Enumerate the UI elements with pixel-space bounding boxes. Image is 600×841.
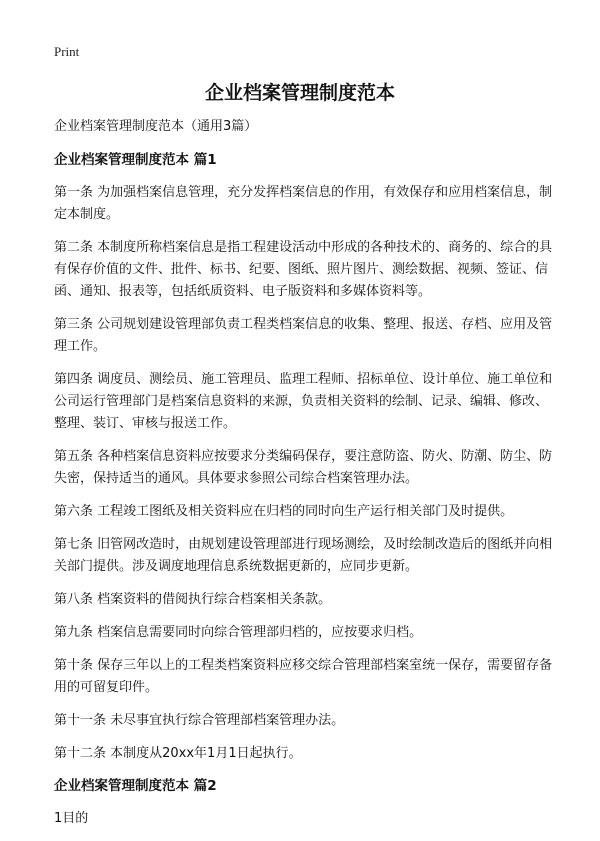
page-title: 企业档案管理制度范本 [204,82,395,104]
article-5: 第五条 各种档案信息资料应按要求分类编码保存，要注意防盗、防火、防潮、防尘、防失密，保持适当的通风。具体要求参照公司综合档案管理办法。 [54,449,553,486]
article-3: 第三条 公司规划建设管理部负责工程类档案信息的收集、整理、报送、存档、应用及管理工作。 [54,317,553,354]
section-heading-2: 企业档案管理制度范本 篇2 [54,778,217,794]
article-8: 第八条 档案资料的借阅执行综合档案相关条款。 [54,592,332,607]
article-1: 第一条 为加强档案信息管理，充分发挥档案信息的作用，有效保存和应用档案信息，制定本制度。 [54,185,553,222]
article-9: 第九条 档案信息需要同时向综合管理部归档的，应按要求归档。 [54,625,423,640]
article-7: 第七条 旧管网改造时，由规划建设管理部进行现场测绘，及时绘制改造后的图纸并向相关部门提供。涉及调度地理信息系统数据更新的，应同步更新。 [54,537,553,574]
document-body [54,116,554,841]
article-11: 第十一条 未尽事宜执行综合管理部档案管理办法。 [54,713,345,728]
article-12: 第十二条 本制度从20xx年1月1日起执行。 [54,746,302,761]
article-4: 第四条 调度员、测绘员、施工管理员、监理工程师、招标单位、设计单位、施工单位和公司运行管理部门是档案信息资料的来源，负责相关资料的绘制、记录、编辑、修改、整理、装订、审核与报送工作。 [54,372,553,431]
section-heading-1: 企业档案管理制度范本 篇1 [54,152,217,168]
print-label: Print [54,44,80,59]
article-6: 第六条 工程竣工图纸及相关资料应在归档的同时向生产运行相关部门及时提供。 [54,504,514,519]
article-10: 第十条 保存三年以上的工程类档案资料应移交综合管理部档案室统一保存，需要留存备用的可留复印件。 [54,658,553,695]
document-subtitle: 企业档案管理制度范本（通用3篇） [54,119,258,134]
section2-item-1: 1目的 [54,811,89,826]
article-2: 第二条 本制度所称档案信息是指工程建设活动中形成的各种技术的、商务的、综合的具有保存价值的文件、批件、标书、纪要、图纸、照片图片、测绘数据、视频、签证、信函、通知、报表等，包括纸质资料、电子版资料和多媒体资料等。 [54,240,553,299]
